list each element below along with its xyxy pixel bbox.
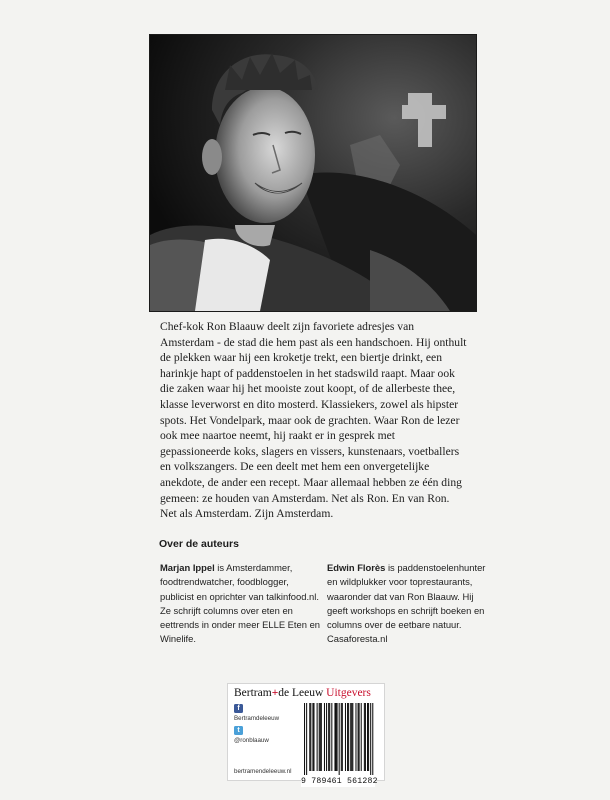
barcode-bar	[358, 703, 359, 771]
barcode-bar	[320, 703, 321, 771]
barcode-bar	[347, 703, 348, 771]
barcode-bar	[319, 703, 320, 771]
barcode-bar	[329, 703, 330, 771]
author-bio-edwin	[327, 561, 487, 647]
isbn-barcode	[301, 701, 378, 787]
barcode-bar	[359, 703, 360, 771]
twitter-label: @ronblaauw	[234, 737, 269, 744]
barcode-bar	[304, 703, 305, 775]
barcode-bar	[342, 703, 343, 771]
barcode-bar	[368, 703, 369, 771]
barcode-bar	[341, 703, 342, 771]
barcode-bar	[337, 703, 338, 771]
barcode-bar	[328, 703, 329, 771]
author-photo	[149, 34, 477, 312]
author-bio-marjan	[160, 561, 322, 647]
publisher-name-part1: Bertram	[234, 687, 272, 699]
barcode-bar	[310, 703, 311, 771]
author-name: Edwin Florès	[327, 562, 386, 573]
barcode-bar	[345, 703, 346, 771]
barcode-bar	[351, 703, 352, 771]
barcode-bar	[348, 703, 349, 771]
barcode-bar	[364, 703, 365, 771]
twitter-icon: t	[234, 726, 243, 735]
barcode-bar	[355, 703, 356, 771]
barcode-bar	[331, 703, 332, 771]
barcode-bar	[317, 703, 318, 771]
barcode-bar	[306, 703, 307, 775]
barcode-bar	[350, 703, 351, 771]
author-bio-text: is Amsterdammer, foodtrendwatcher, foodblogger, publicist en oprichter van talkinfood.nl. Ze schrijft columns over eten en eettrends in onder meer ELLE Eten en Winelife.	[160, 562, 320, 645]
barcode-bar	[336, 703, 337, 771]
barcode-bar	[313, 703, 314, 771]
author-name: Marjan Ippel	[160, 562, 215, 573]
barcode-bar	[334, 703, 335, 771]
facebook-icon: f	[234, 704, 243, 713]
isbn-number: 9 789461 561282	[301, 777, 378, 786]
publisher-logo	[234, 687, 371, 699]
barcode-bar	[370, 703, 371, 775]
barcode-bar	[367, 703, 368, 771]
barcode-bars	[301, 701, 375, 775]
barcode-bar	[339, 703, 340, 775]
barcode-bar	[321, 703, 322, 771]
publisher-plus: +	[271, 687, 279, 699]
barcode-bar	[326, 703, 327, 771]
barcode-bar	[365, 703, 366, 771]
barcode-bar	[361, 703, 362, 771]
barcode-bar	[324, 703, 325, 771]
back-cover-blurb	[160, 319, 468, 522]
publisher-name-part3: Uitgevers	[326, 687, 371, 699]
barcode-bar	[312, 703, 313, 771]
authors-heading: Over de auteurs	[159, 538, 239, 550]
author-bio-text: is paddenstoelenhunter en wildplukker voor toprestaurants, waaronder dat van Ron Blaauw. Hij geeft workshops en schrijft boeken en columns over de eetbare natuur. Casaforesta.nl	[327, 562, 486, 645]
barcode-bar	[352, 703, 353, 771]
publisher-name-part2: de Leeuw	[278, 687, 324, 699]
blurb-text: Chef-kok Ron Blaauw deelt zijn favoriete adresjes van Amsterdam - de stad die hem past als een handschoen. Hij onthult de plekken waar hij een kroketje trekt, een biertje drinkt, een harinkje hapt of paddenstoelen in het stadswild raapt. Maar ook die zaken waar hij het mooiste zout koopt, of de allerbeste thee, klasse leverworst en dito mosterd. Klassiekers, zowel als hipster spots. Het Vondelpark, maar ook de grachten. Waar Ron de lezer ook mee naartoe neemt, hij raakt er in gesprek met gepassioneerde koks, slagers en vissers, kunstenaars, voetballers en volkszangers. De een deelt met hem een onvergetelijke anekdote, de ander een recept. Maar allemaal hebben ze één ding gemeen: ze houden van Amsterdam. Net als Ron. En van Ron. Net als Amsterdam. Zijn Amsterdam.	[160, 320, 467, 521]
barcode-bar	[372, 703, 373, 775]
facebook-label: Bertramdeleeuw	[234, 715, 280, 722]
barcode-bar	[309, 703, 310, 771]
publisher-website: bertramendeleeuw.nl	[234, 768, 292, 775]
